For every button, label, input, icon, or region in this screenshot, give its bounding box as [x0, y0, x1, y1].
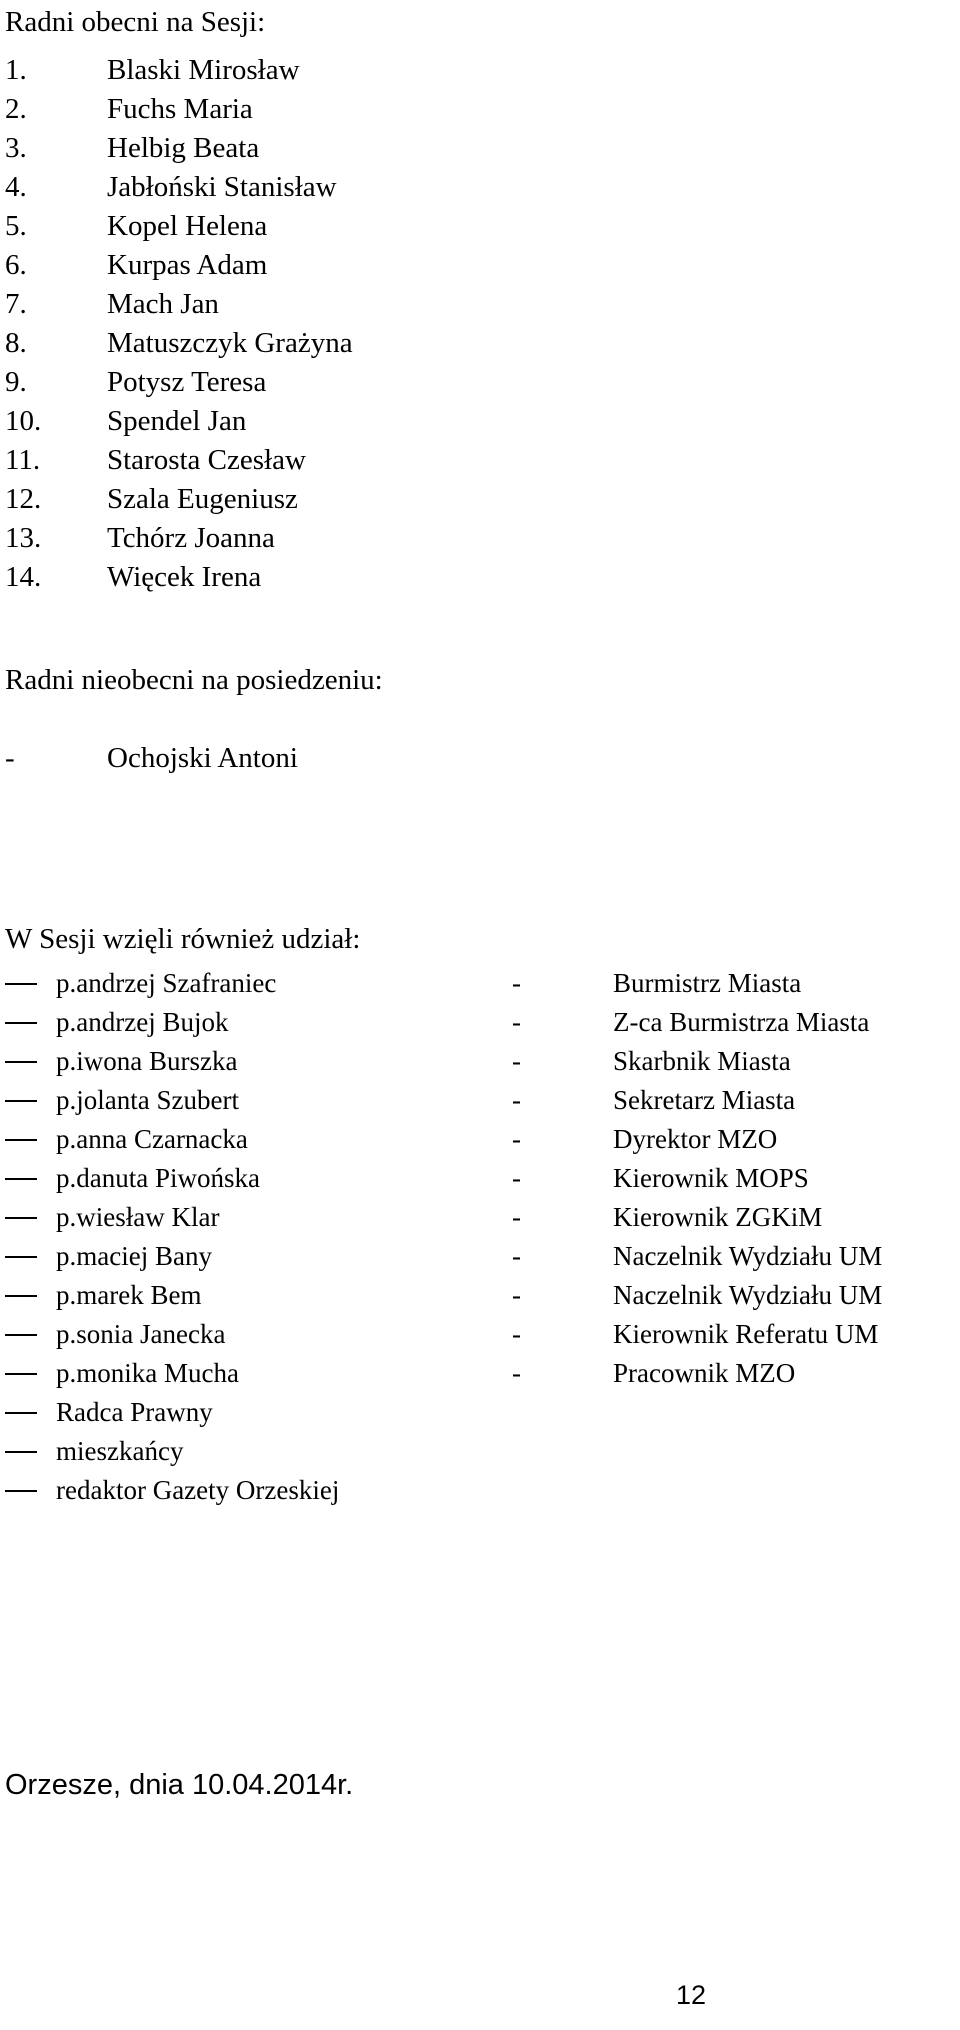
guest-role: Kierownik MOPS [613, 1163, 809, 1193]
dash-bullet-icon [5, 1295, 37, 1297]
guest-name: redaktor Gazety Orzeskiej [56, 1475, 340, 1505]
table-row [5, 1432, 955, 1471]
table-row [5, 1276, 955, 1315]
list-item-number: 2. [5, 93, 27, 125]
table-row [5, 1315, 955, 1354]
list-item-name: Kurpas Adam [107, 249, 268, 281]
list-item-number: 13. [5, 522, 42, 554]
guest-name: p.sonia Janecka [56, 1319, 226, 1349]
guest-name: mieszkańcy [56, 1436, 184, 1466]
page-number: 12 [676, 1980, 707, 2010]
table-row [5, 1003, 955, 1042]
dash-bullet-icon [5, 1256, 37, 1258]
guest-name: p.maciej Bany [56, 1241, 212, 1271]
footer-date: Orzesze, dnia 10.04.2014r. [5, 1769, 354, 1801]
dash-bullet-icon [5, 1334, 37, 1336]
list-item-number: 9. [5, 366, 27, 398]
list-item-number: 8. [5, 327, 27, 359]
guest-role: Sekretarz Miasta [613, 1085, 796, 1115]
list-item-name: Kopel Helena [107, 210, 268, 242]
dash-bullet-icon [5, 1490, 37, 1492]
table-row [5, 1159, 955, 1198]
guest-separator: - [512, 1280, 521, 1310]
guest-role: Kierownik Referatu UM [613, 1319, 879, 1349]
dash-bullet-icon [5, 1178, 37, 1180]
list-item-name: Fuchs Maria [107, 93, 253, 125]
present-heading: Radni obecni na Sesji: [5, 6, 266, 38]
table-row [5, 1120, 955, 1159]
guest-separator: - [512, 1046, 521, 1076]
list-item-number: 12. [5, 483, 42, 515]
guest-name: p.jolanta Szubert [56, 1085, 239, 1115]
guest-separator: - [512, 1358, 521, 1388]
guests-heading: W Sesji wzięli również udział: [5, 923, 361, 955]
list-item-name: Helbig Beata [107, 132, 260, 164]
absent-heading: Radni nieobecni na posiedzeniu: [5, 664, 383, 696]
guest-name: p.danuta Piwońska [56, 1163, 260, 1193]
list-item-number: 10. [5, 405, 42, 437]
table-row [5, 1081, 955, 1120]
list-item-name: Więcek Irena [107, 561, 262, 593]
table-row [5, 964, 955, 1003]
dash-bullet-icon [5, 1022, 37, 1024]
guest-name: p.marek Bem [56, 1280, 202, 1310]
table-row [5, 1354, 955, 1393]
guest-separator: - [512, 1163, 521, 1193]
list-item-name: Starosta Czesław [107, 444, 306, 476]
list-item-number: 1. [5, 54, 27, 86]
dash-bullet-icon [5, 1139, 37, 1141]
list-item-number: 4. [5, 171, 27, 203]
list-item-number: 3. [5, 132, 27, 164]
guest-separator: - [512, 1007, 521, 1037]
guest-name: p.andrzej Szafraniec [56, 968, 277, 998]
list-item-name: Matuszczyk Grażyna [107, 327, 353, 359]
table-row [5, 1042, 955, 1081]
list-item-name: Blaski Mirosław [107, 54, 300, 86]
guest-separator: - [512, 1124, 521, 1154]
list-item-number: 11. [5, 444, 41, 476]
guest-role: Naczelnik Wydziału UM [613, 1280, 883, 1310]
list-item-name: Jabłoński Stanisław [107, 171, 337, 203]
guest-role: Kierownik ZGKiM [613, 1202, 823, 1232]
list-item-number: 7. [5, 288, 27, 320]
list-item-name: Mach Jan [107, 288, 219, 320]
absent-item [5, 740, 605, 776]
table-row [5, 1198, 955, 1237]
dash-bullet-icon [5, 1061, 37, 1063]
guest-role: Z-ca Burmistrza Miasta [613, 1007, 870, 1037]
guest-name: p.monika Mucha [56, 1358, 239, 1388]
guest-separator: - [512, 1319, 521, 1349]
table-row [5, 1393, 955, 1432]
list-item-name: Tchórz Joanna [107, 522, 275, 554]
dash-bullet-icon [5, 1100, 37, 1102]
guest-name: p.andrzej Bujok [56, 1007, 229, 1037]
list-item-number: 6. [5, 249, 27, 281]
table-row [5, 1471, 955, 1510]
guest-separator: - [512, 1085, 521, 1115]
absent-name: Ochojski Antoni [107, 742, 298, 774]
guest-name: p.anna Czarnacka [56, 1124, 248, 1154]
dash-bullet-icon [5, 1217, 37, 1219]
dash-bullet-icon [5, 1451, 37, 1453]
guest-role: Pracownik MZO [613, 1358, 796, 1388]
table-row [5, 1237, 955, 1276]
guest-name: p.iwona Burszka [56, 1046, 238, 1076]
guest-role: Dyrektor MZO [613, 1124, 778, 1154]
guest-role: Skarbnik Miasta [613, 1046, 791, 1076]
list-item-number: 14. [5, 561, 42, 593]
list-item-name: Spendel Jan [107, 405, 247, 437]
guest-separator: - [512, 1241, 521, 1271]
guest-separator: - [512, 968, 521, 998]
list-item-number: 5. [5, 210, 27, 242]
dash-bullet-icon [5, 1373, 37, 1375]
guest-name: p.wiesław Klar [56, 1202, 220, 1232]
guest-separator: - [512, 1202, 521, 1232]
list-item-name: Potysz Teresa [107, 366, 267, 398]
absent-dash: - [5, 742, 15, 774]
guests-list [5, 964, 955, 1510]
guest-role: Naczelnik Wydziału UM [613, 1241, 883, 1271]
list-item-name: Szala Eugeniusz [107, 483, 298, 515]
guest-role: Burmistrz Miasta [613, 968, 802, 998]
dash-bullet-icon [5, 983, 37, 985]
dash-bullet-icon [5, 1412, 37, 1414]
guest-name: Radca Prawny [56, 1397, 213, 1427]
